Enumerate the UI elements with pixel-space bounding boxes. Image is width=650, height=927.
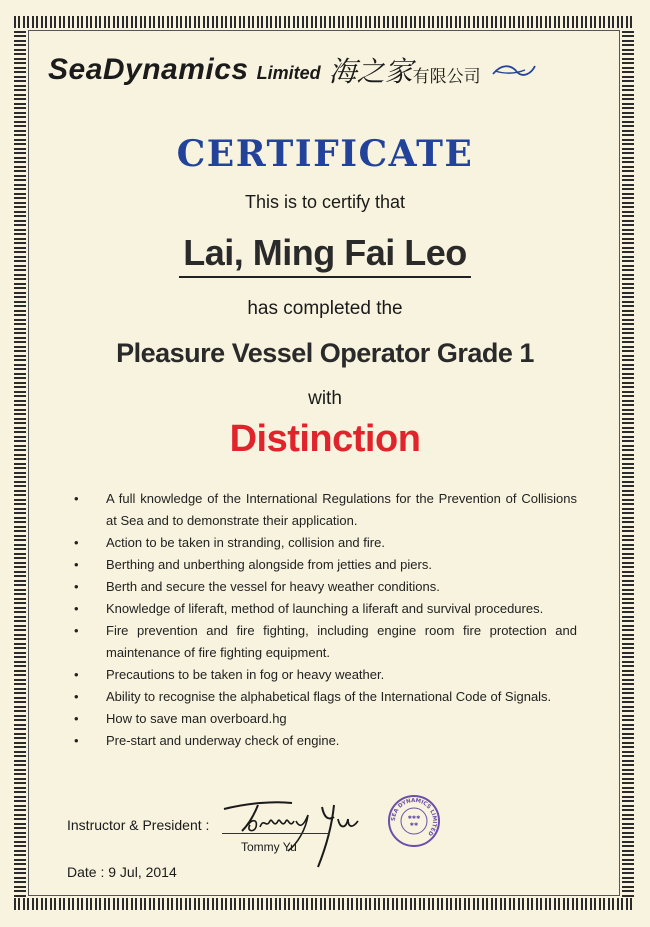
with-text: with <box>308 388 342 409</box>
company-name-zh-suffix: 有限公司 <box>412 66 481 87</box>
company-header <box>48 50 608 90</box>
course-name: Pleasure Vessel Operator Grade 1 <box>116 338 534 368</box>
list-item: • How to save man overboard.hg <box>74 711 287 726</box>
svg-text:✱✱✱: ✱✱✱ <box>407 815 421 821</box>
signer-name: Tommy Yu <box>241 840 297 854</box>
list-item: • Knowledge of liferaft, method of launching a liferaft and survival procedures. <box>74 601 544 616</box>
certificate-title: CERTIFICATE <box>176 133 474 175</box>
company-name-en: SeaDynamics <box>48 53 249 86</box>
list-item: • Ability to recognise the alphabetical flags of the International Code of Signals. <box>74 689 552 704</box>
wave-logo-icon <box>491 62 537 85</box>
grade-distinction: Distinction <box>229 418 421 460</box>
list-item: • Precautions to be taken in fog or heavy weather. <box>74 667 385 682</box>
company-seal-icon <box>387 794 441 853</box>
competency-list <box>72 488 577 752</box>
recipient-block <box>0 232 650 278</box>
signature-icon <box>218 795 378 882</box>
company-suffix: Limited <box>256 62 321 83</box>
completed-text: has completed the <box>247 298 403 319</box>
list-item: • Action to be taken in stranding, collision and fire. <box>74 535 385 550</box>
list-item: • Berthing and unberthing alongside from jetties and piers. <box>74 557 432 572</box>
signature-line <box>222 833 330 834</box>
recipient-name: Lai, Ming Fai Leo <box>179 232 471 278</box>
certify-intro: This is to certify that <box>244 192 406 212</box>
company-name-zh: 海之家 <box>328 55 413 88</box>
issue-date: Date : 9 Jul, 2014 <box>67 864 177 880</box>
svg-text:SEA DYNAMICS LIMITED: SEA DYNAMICS LIMITED <box>390 797 438 837</box>
list-item: • Pre-start and underway check of engine. <box>74 733 340 748</box>
list-item: • Berth and secure the vessel for heavy weather conditions. <box>74 579 440 594</box>
svg-text:✱✱: ✱✱ <box>409 822 419 828</box>
list-item: • A full knowledge of the International Regulations for the Prevention of Collisions at Sea and to demonstrate their application. <box>74 491 577 528</box>
instructor-label: Instructor & President : <box>67 817 210 833</box>
list-item: • Fire prevention and fire fighting, including engine room fire protection and maintenance of fire fighting equipment. <box>74 623 577 660</box>
